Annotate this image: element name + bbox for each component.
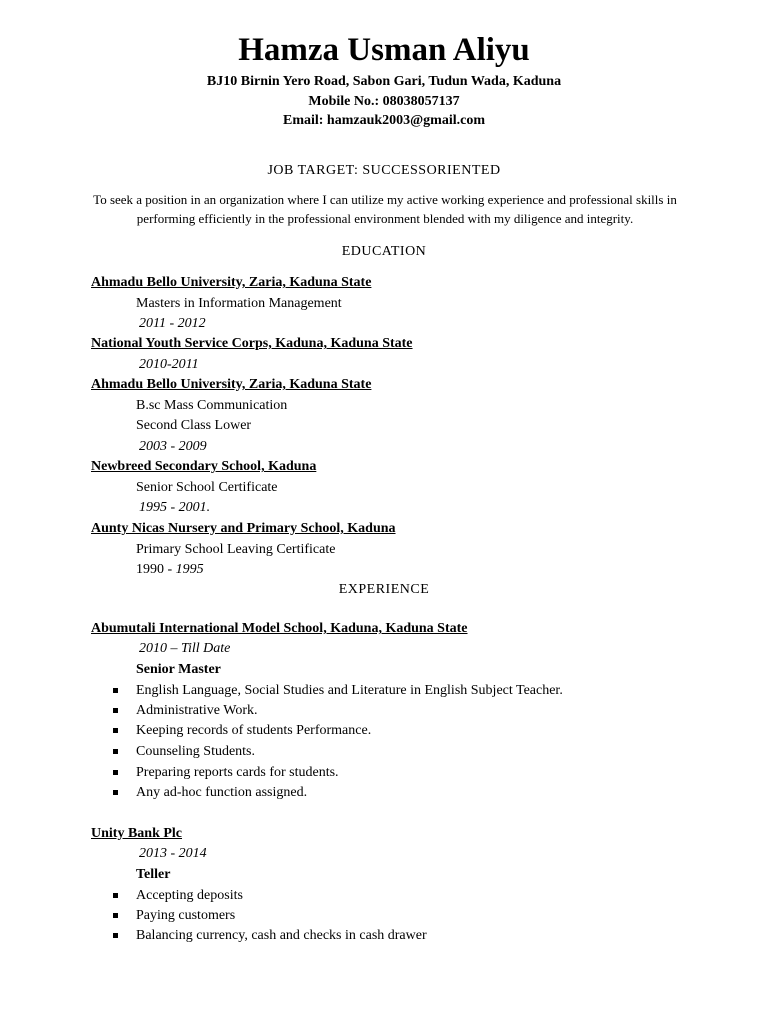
experience-date: 2013 - 2014 xyxy=(139,846,207,861)
experience-heading: EXPERIENCE xyxy=(338,582,430,597)
education-date-start: 1990 - xyxy=(136,562,176,577)
education-institution: National Youth Service Corps, Kaduna, Kaduna State xyxy=(91,336,413,351)
education-institution: Newbreed Secondary School, Kaduna xyxy=(91,459,317,474)
education-institution: Aunty Nicas Nursery and Primary School, Kaduna xyxy=(91,521,396,536)
education-date: 2003 - 2009 xyxy=(139,439,207,454)
email-line: Email: hamzauk2003@gmail.com xyxy=(282,113,485,128)
job-target-heading: JOB TARGET: SUCCESSORIENTED xyxy=(267,163,501,178)
education-qualification: Primary School Leaving Certificate xyxy=(136,542,336,557)
address-line: BJ10 Birnin Yero Road, Sabon Gari, Tudun Wada, Kaduna xyxy=(206,74,562,89)
education-date: 2010-2011 xyxy=(139,357,199,372)
education-date: 2011 - 2012 xyxy=(139,316,206,331)
bullet-icon xyxy=(113,790,118,795)
experience-role: Teller xyxy=(136,867,171,882)
education-date: 1995 - 2001. xyxy=(139,500,211,515)
bullet-icon xyxy=(113,913,118,918)
bullet-icon xyxy=(113,688,118,693)
experience-employer: Unity Bank Plc xyxy=(91,826,183,841)
education-heading: EDUCATION xyxy=(341,244,427,259)
bullet-icon xyxy=(113,770,118,775)
bullet-icon xyxy=(113,933,118,938)
resume-page: Hamza Usman Aliyu BJ10 Birnin Yero Road, Sabon Gari, Tudun Wada, Kaduna Mobile No.: 08038057137 Email: hamzauk2003@gmail.com JOB TARGET: SUCCESSORIENTED To seek a position in an organization where I can utilize my active working experience and professional skills in performing efficiently in the professional environment blended with my diligence and integrity. EDUCATION Ahmadu Bello University, Zaria, Kaduna State Masters in Information Management 2011 - 2012 National Youth Service Corps, Kaduna, Kaduna State 2010-2011 Ahmadu Bello University, Zaria, Kaduna State B.sc Mass Communication Second Class Lower 2003 - 2009 Newbreed Secondary School, Kaduna Senior School Certificate 1995 - 2001. Aunty Nicas Nursery and Primary School, Kaduna Primary School Leaving Certificate 1990 - 1995 EXPERIENCE Abumutali International Model School, Kaduna, Kaduna State 2010 – Till Date Senior Master English Language, Social Studies and Literature in English Subject Teacher. Administrative Work. Keeping records of students Performance. Counseling Students. Preparing reports cards for students. Any ad-hoc function assigned. Unity Bank Plc 2013 - 2014 Teller Accepting deposits Paying customers Balancing currency, cash and checks in cash drawer xyxy=(0,0,768,1024)
experience-date: 2010 – Till Date xyxy=(139,641,231,656)
education-qualification: B.sc Mass Communication xyxy=(136,398,288,413)
bullet-icon xyxy=(113,893,118,898)
education-qualification: Senior School Certificate xyxy=(136,480,278,495)
education-date-end: 1995 xyxy=(175,562,204,577)
experience-role: Senior Master xyxy=(136,662,221,677)
education-institution: Ahmadu Bello University, Zaria, Kaduna State xyxy=(91,275,372,290)
mobile-line: Mobile No.: 08038057137 xyxy=(308,94,460,109)
education-institution: Ahmadu Bello University, Zaria, Kaduna State xyxy=(91,377,372,392)
experience-employer: Abumutali International Model School, Kaduna, Kaduna State xyxy=(91,621,468,636)
bullet-icon xyxy=(113,728,118,733)
candidate-name: Hamza Usman Aliyu xyxy=(238,32,530,68)
education-grade: Second Class Lower xyxy=(136,418,252,433)
bullet-icon xyxy=(113,749,118,754)
education-date xyxy=(136,560,204,579)
education-qualification: Masters in Information Management xyxy=(136,296,342,311)
objective-text: To seek a position in an organization where I can utilize my active working experience and professional skills in performing efficiently in the professional environment blended with my diligence and integrity. xyxy=(93,192,677,226)
bullet-icon xyxy=(113,708,118,713)
